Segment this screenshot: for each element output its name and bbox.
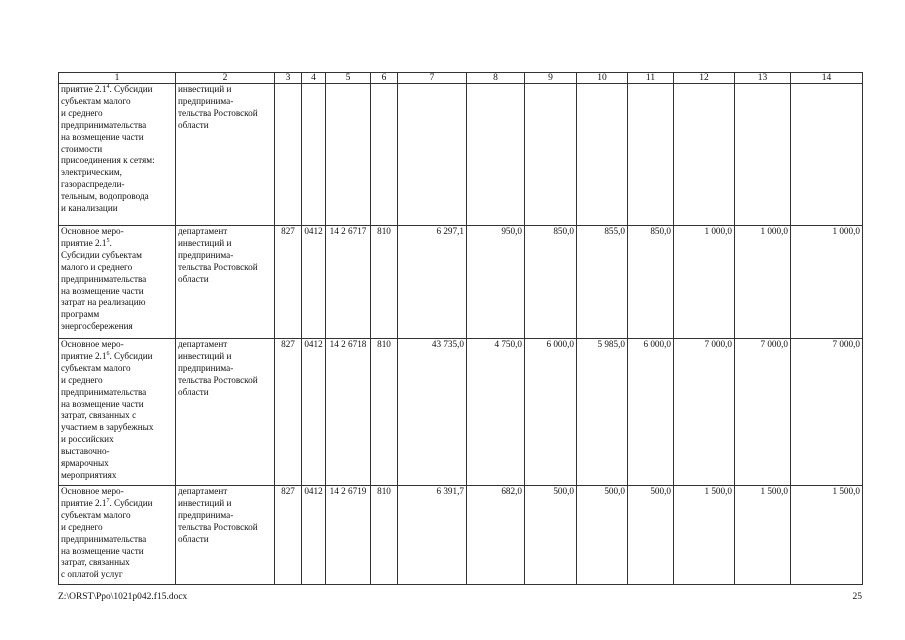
value-cell: 5 985,0 [577,339,628,486]
value-cell [525,84,577,226]
value-cell: 682,0 [467,486,525,585]
value-cell: 950,0 [467,226,525,339]
vr-cell: 810 [371,339,398,486]
header-cell: 3 [275,73,302,84]
event-name-post: . Субсидии субъектам малого и среднего предпринимательства на возмещение части затрат на реализацию программ энергосбережения [61,237,147,332]
header-cell: 2 [176,73,275,84]
event-name-pre: Основное меро- приятие 2.1 [61,339,124,361]
value-cell: 6 391,7 [398,486,467,585]
csr-cell [326,84,371,226]
value-cell: 1 000,0 [674,226,735,339]
event-name-post: . Субсидии субъектам малого и среднего предпринимательства на возмещение части стоимости присоединения к сетям: электрическим, газораспредели- тельным, водопровода и канализации [61,84,155,214]
executor-cell: департамент инвестиций и предпринима- тельства Ростовской области [176,226,275,339]
value-cell: 500,0 [525,486,577,585]
header-cell: 10 [577,73,628,84]
vr-cell: 810 [371,486,398,585]
page-number: 25 [852,592,862,602]
header-cell: 14 [791,73,863,84]
grbs-cell [275,84,302,226]
value-cell: 500,0 [628,486,674,585]
rzpr-cell: 0412 [302,486,326,585]
event-name-pre: Основное меро- приятие 2.1 [61,486,124,508]
csr-cell: 14 2 6717 [326,226,371,339]
rzpr-cell [302,84,326,226]
event-footnote: 4 [106,83,110,90]
header-cell: 1 [59,73,176,84]
table-row [59,486,863,585]
executor-cell: департамент инвестиций и предпринима- тельства Ростовской области [176,486,275,585]
value-cell: 6 000,0 [628,339,674,486]
event-footnote: 7 [106,497,110,504]
budget-table [58,72,863,585]
value-cell [577,84,628,226]
value-cell [467,84,525,226]
event-name-post: . Субсидии субъектам малого и среднего предпринимательства на возмещение части затрат, связанных с участием в зарубежных и российских выставочно- ярмарочных мероприятиях [61,350,154,480]
value-cell [628,84,674,226]
table-row [59,339,863,486]
value-cell: 43 735,0 [398,339,467,486]
value-cell: 6 297,1 [398,226,467,339]
csr-cell: 14 2 6719 [326,486,371,585]
grbs-cell: 827 [275,226,302,339]
value-cell: 855,0 [577,226,628,339]
event-name-pre: Основное меро- приятие 2.1 [61,226,124,248]
header-cell: 6 [371,73,398,84]
value-cell: 7 000,0 [674,339,735,486]
value-cell: 1 000,0 [791,226,863,339]
vr-cell: 810 [371,226,398,339]
value-cell [674,84,735,226]
value-cell: 4 750,0 [467,339,525,486]
executor-cell: департамент инвестиций и предпринима- тельства Ростовской области [176,339,275,486]
file-path: Z:\ORST\Ppo\1021p042.f15.docx [58,592,188,602]
value-cell: 7 000,0 [791,339,863,486]
table-row [59,84,863,226]
event-name-cell [59,486,176,585]
header-cell: 11 [628,73,674,84]
header-cell: 7 [398,73,467,84]
grbs-cell: 827 [275,339,302,486]
header-cell: 4 [302,73,326,84]
value-cell: 7 000,0 [735,339,791,486]
header-cell: 13 [735,73,791,84]
rzpr-cell: 0412 [302,226,326,339]
value-cell: 1 000,0 [735,226,791,339]
value-cell [791,84,863,226]
vr-cell [371,84,398,226]
value-cell: 850,0 [628,226,674,339]
header-cell: 8 [467,73,525,84]
value-cell: 850,0 [525,226,577,339]
csr-cell: 14 2 6718 [326,339,371,486]
value-cell: 1 500,0 [735,486,791,585]
header-cell: 12 [674,73,735,84]
grbs-cell: 827 [275,486,302,585]
column-number-row [59,73,863,84]
header-cell: 5 [326,73,371,84]
event-name-pre: приятие 2.1 [61,84,107,94]
event-name-post: . Субсидии субъектам малого и среднего предпринимательства на возмещение части затрат, связанных с оплатой услуг [61,497,153,580]
event-name-cell [59,339,176,486]
event-footnote: 5 [106,237,110,244]
value-cell: 1 500,0 [674,486,735,585]
value-cell: 1 500,0 [791,486,863,585]
value-cell: 6 000,0 [525,339,577,486]
value-cell [735,84,791,226]
table-row [59,226,863,339]
executor-cell: инвестиций и предпринима- тельства Ростовской области [176,84,275,226]
header-cell: 9 [525,73,577,84]
rzpr-cell: 0412 [302,339,326,486]
value-cell: 500,0 [577,486,628,585]
event-name-cell [59,226,176,339]
event-footnote: 6 [106,350,110,357]
event-name-cell [59,84,176,226]
value-cell [398,84,467,226]
